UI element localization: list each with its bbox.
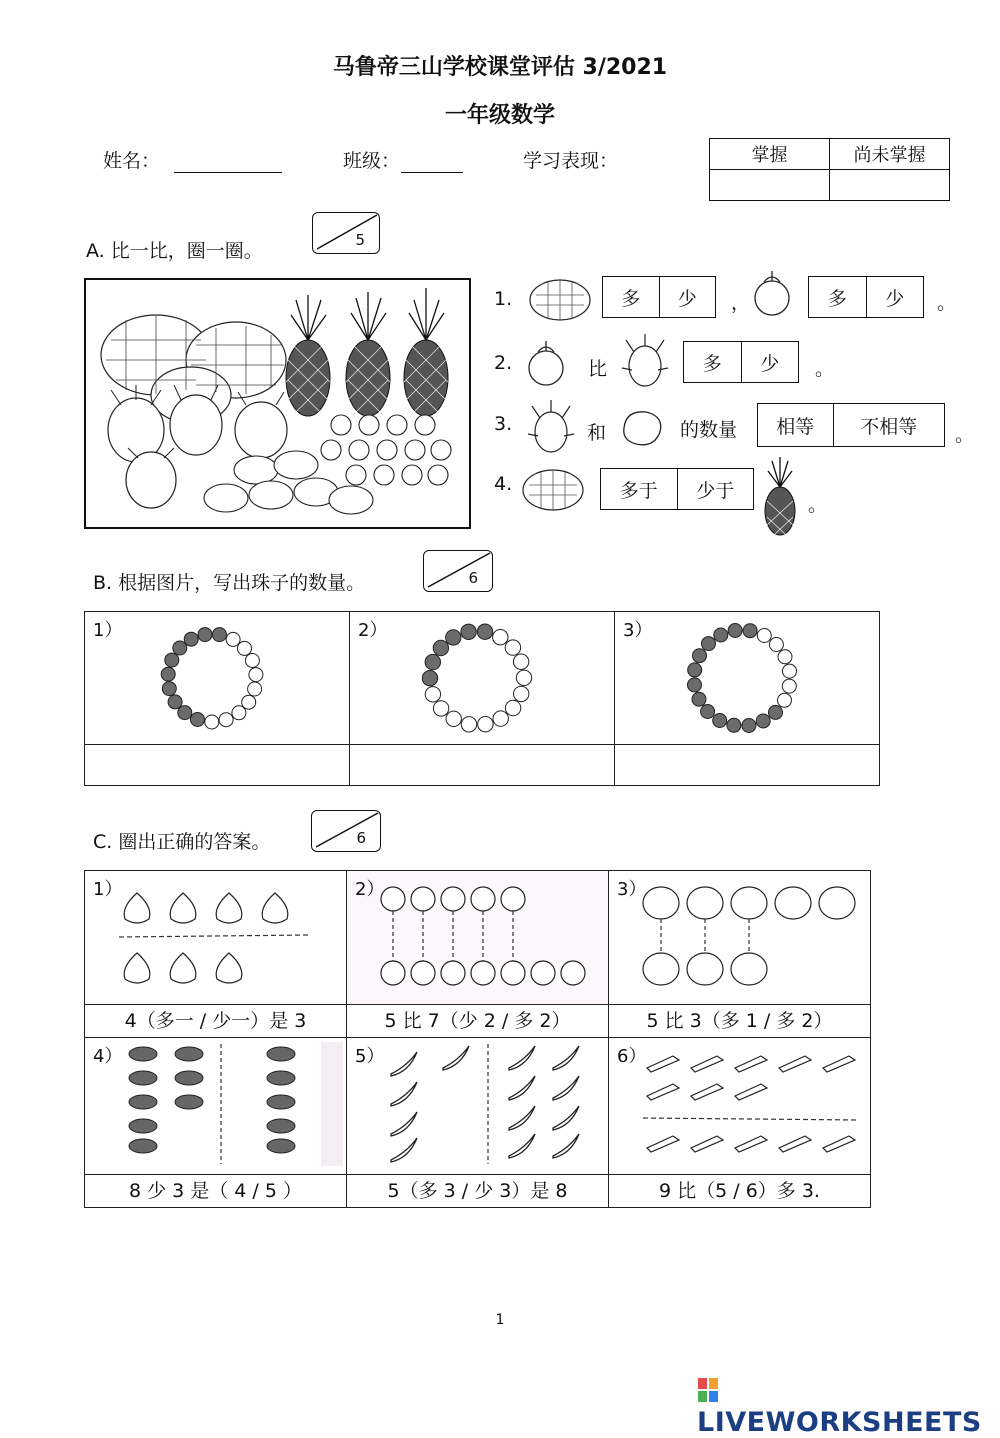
durian-icon	[517, 460, 589, 520]
picture-cell	[85, 1038, 347, 1175]
option-more[interactable]: 多	[809, 277, 867, 317]
bead-light	[778, 693, 792, 707]
option-not-equal[interactable]: 不相等	[860, 415, 918, 438]
bead-light	[493, 630, 508, 645]
bead-light	[478, 717, 493, 732]
bead-dark	[168, 695, 182, 709]
bead-dark	[162, 682, 176, 696]
cell-label: 3）	[617, 879, 647, 900]
bead-dark	[433, 640, 448, 655]
section-b-score-box	[423, 550, 493, 592]
cell-label: 1）	[93, 879, 123, 900]
bead-dark	[198, 628, 212, 642]
cell-label: 2）	[355, 879, 385, 900]
qa1-options-2	[808, 276, 924, 318]
bead-light	[425, 687, 440, 702]
qa4-number: 4.	[494, 473, 513, 495]
picture-cell	[609, 1038, 871, 1175]
statement-cell[interactable]	[609, 1175, 871, 1208]
class-field[interactable]	[401, 150, 463, 173]
bead-dark	[701, 705, 715, 719]
bead-light	[242, 695, 256, 709]
beads-table	[84, 611, 880, 786]
mangosteen-icon	[524, 336, 568, 396]
statement-cell[interactable]	[347, 1005, 609, 1038]
qa1-comma: ，	[731, 292, 751, 314]
bead-light	[513, 654, 528, 669]
statement-6[interactable]: 9 比（5 / 6）多 3.	[659, 1180, 820, 1202]
bead-light	[245, 654, 259, 668]
cell-label: 6）	[617, 1046, 647, 1067]
dragon-fruit-icon	[620, 332, 670, 394]
option-more[interactable]: 多	[603, 277, 660, 317]
bead-dark	[727, 718, 741, 732]
bead-dark	[769, 705, 783, 719]
bead-dark	[688, 678, 702, 692]
name-label: 姓名：	[103, 150, 161, 172]
bead-light	[778, 650, 792, 664]
picture-cell	[347, 1038, 609, 1175]
bead-light	[505, 640, 520, 655]
qa3-options	[757, 403, 945, 447]
class-label: 班级：	[343, 150, 401, 172]
bead-dark	[461, 624, 476, 639]
bead-dark	[692, 692, 706, 706]
bead-light	[516, 670, 531, 685]
bead-dark	[446, 630, 461, 645]
beads-cell	[85, 612, 350, 745]
bead-dark	[693, 649, 707, 663]
durian-icon	[524, 270, 596, 330]
beads-label: 3）	[623, 620, 653, 641]
performance-cell-mastered[interactable]	[710, 170, 830, 201]
bead-dark	[422, 671, 437, 686]
bead-dark	[161, 667, 175, 681]
qa1-end: 。	[937, 292, 957, 314]
pineapple-icon	[760, 455, 800, 541]
answer-cell-1[interactable]	[85, 745, 350, 786]
bead-light	[446, 711, 461, 726]
bead-light	[238, 641, 252, 655]
statement-2[interactable]: 5 比 7（少 2 / 多 2）	[384, 1010, 571, 1032]
dragon-fruit-icon	[526, 398, 576, 460]
bead-light	[248, 682, 262, 696]
option-less[interactable]: 少	[760, 352, 780, 375]
section-b-title: B. 根据图片，写出珠子的数量。	[93, 572, 366, 594]
bead-light	[493, 711, 508, 726]
picture-cell	[609, 871, 871, 1005]
section-c-title: C. 圈出正确的答案。	[93, 831, 271, 853]
bead-dark	[743, 624, 757, 638]
beads-label: 1）	[93, 620, 123, 641]
qa2-end: 。	[815, 358, 835, 380]
bead-light	[226, 632, 240, 646]
mangosteen-icon	[750, 266, 794, 326]
qa3-word: 和	[587, 422, 607, 444]
bead-dark	[191, 713, 205, 727]
liveworksheets-icon	[697, 1377, 719, 1403]
bead-light	[205, 715, 219, 729]
chili-icon	[347, 1038, 608, 1170]
bead-light	[505, 700, 520, 715]
qa2-number: 2.	[494, 352, 513, 374]
option-more-than[interactable]: 多于	[601, 469, 678, 509]
option-equal[interactable]: 相等	[758, 404, 834, 446]
answer-cell-3[interactable]	[615, 745, 880, 786]
picture-cell	[347, 871, 609, 1005]
bead-light	[769, 638, 783, 652]
brand-text: LIVEWORKSHEETS	[697, 1407, 982, 1438]
section-a-score-box	[312, 212, 380, 254]
answer-cell-2[interactable]	[350, 745, 615, 786]
statement-cell[interactable]	[609, 1005, 871, 1038]
bead-light	[782, 679, 796, 693]
carrot-icon	[609, 1038, 870, 1170]
performance-col-not-mastered: 尚未掌握	[830, 139, 950, 170]
performance-table	[709, 138, 950, 201]
bead-dark	[714, 628, 728, 642]
statement-1[interactable]: 4（多一 / 少一）是 3	[124, 1010, 307, 1032]
bead-light	[783, 664, 797, 678]
page-title: 马鲁帝三山学校课堂评估 3/2021	[332, 55, 668, 80]
cell-label: 5）	[355, 1046, 385, 1067]
bead-ring	[615, 612, 879, 744]
picture-cell	[85, 871, 347, 1005]
beads-cell	[350, 612, 615, 745]
garlic-icon	[85, 871, 346, 1000]
bead-dark	[173, 641, 187, 655]
bead-dark	[742, 719, 756, 733]
bead-dark	[728, 624, 742, 638]
section-a-title: A. 比一比，圈一圈。	[86, 240, 263, 262]
section-b-score: 6	[468, 569, 478, 587]
tomato-icon	[609, 871, 870, 1000]
page-number: 1	[495, 1312, 505, 1328]
qa4-options	[600, 468, 754, 510]
performance-col-mastered: 掌握	[710, 139, 830, 170]
section-c-score-box	[311, 810, 381, 852]
brand-logo	[697, 1376, 1000, 1438]
bead-dark	[178, 706, 192, 720]
bead-light	[219, 713, 233, 727]
qa1-options-1	[602, 276, 716, 318]
name-field[interactable]	[174, 150, 282, 173]
bead-light	[757, 629, 771, 643]
bead-ring	[350, 612, 614, 744]
bead-light	[433, 701, 448, 716]
onion-icon	[347, 871, 608, 1000]
statement-5[interactable]: 5（多 3 / 少 3）是 8	[387, 1180, 568, 1202]
bead-dark	[688, 663, 702, 677]
statement-4[interactable]: 8 少 3 是（ 4 / 5 ）	[128, 1180, 303, 1202]
qa3-end: 。	[955, 424, 975, 446]
performance-label: 学习表现：	[523, 150, 619, 172]
statement-cell[interactable]	[85, 1175, 347, 1208]
bead-dark	[756, 714, 770, 728]
bead-dark	[165, 653, 179, 667]
mushroom-icon	[85, 1038, 346, 1170]
bead-dark	[713, 714, 727, 728]
performance-cell-not-mastered[interactable]	[830, 170, 950, 201]
qa2-word: 比	[588, 358, 608, 380]
beads-label: 2）	[358, 620, 388, 641]
qa3-number: 3.	[494, 413, 513, 435]
qa3-word2: 的数量	[680, 419, 738, 441]
bead-light	[249, 668, 263, 682]
comparison-table	[84, 870, 871, 1208]
qa1-number: 1.	[494, 288, 513, 310]
bead-dark	[212, 628, 226, 642]
qa2-options	[683, 341, 799, 383]
page-subtitle: 一年级数学	[444, 103, 555, 128]
statement-cell[interactable]	[85, 1005, 347, 1038]
option-more[interactable]: 多	[684, 342, 742, 382]
bead-light	[461, 717, 476, 732]
statement-3[interactable]: 5 比 3（多 1 / 多 2）	[646, 1010, 833, 1032]
statement-cell[interactable]	[347, 1175, 609, 1208]
bead-light	[514, 686, 529, 701]
bead-dark	[184, 632, 198, 646]
option-less[interactable]: 少	[885, 287, 905, 310]
bead-dark	[702, 637, 716, 651]
bead-ring	[85, 612, 349, 744]
fruit-picture	[84, 278, 471, 529]
qa4-end: 。	[808, 494, 828, 516]
bead-dark	[477, 624, 492, 639]
bead-light	[232, 706, 246, 720]
bead-dark	[425, 654, 440, 669]
mango-icon	[618, 406, 666, 454]
option-less-than[interactable]: 少于	[696, 479, 735, 502]
option-less[interactable]: 少	[677, 287, 697, 310]
section-c-score: 6	[356, 829, 366, 847]
beads-cell	[615, 612, 880, 745]
cell-label: 4）	[93, 1046, 123, 1067]
section-a-score: 5	[355, 231, 365, 249]
